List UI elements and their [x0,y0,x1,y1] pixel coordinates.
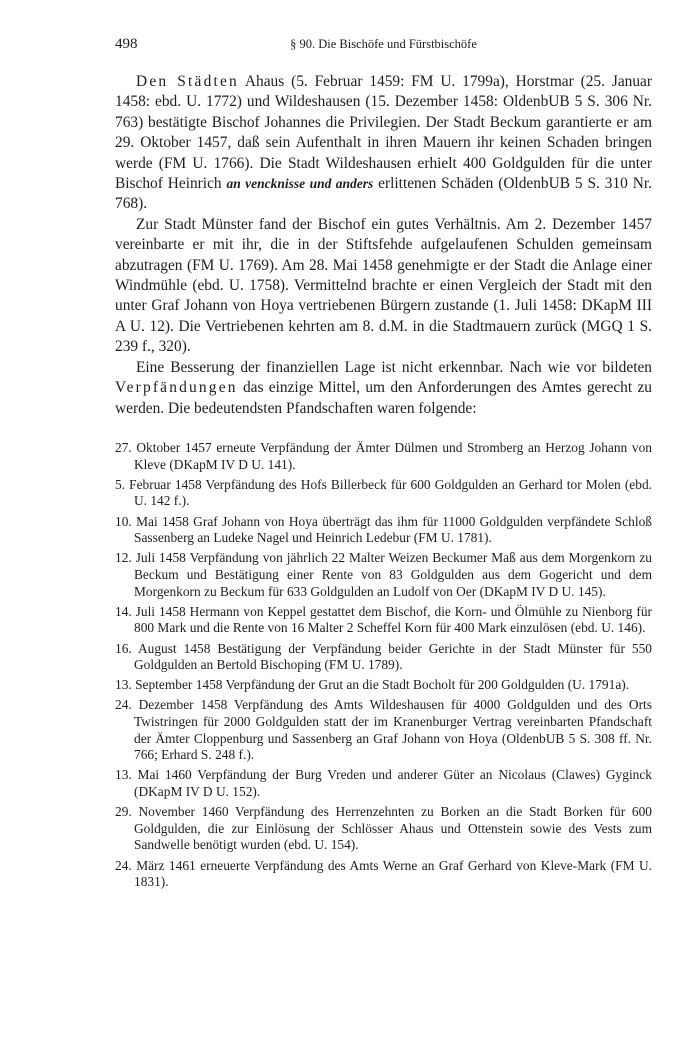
list-item: 14. Juli 1458 Hermann von Keppel gestattet dem Bischof, die Korn- und Ölmühle zu Nienborg für 800 Mark und die Rente von 16 Malter 2 Scheffel Korn für 400 Mark einzulösen (ebd. U. 146). [115,603,652,636]
paragraph-text: Ahaus (5. Februar 1459: FM U. 1799a), Horstmar (25. Januar 1458: ebd. U. 1772) und Wildeshausen (15. Dezember 1458: OldenbUB 5 S. 306 Nr. 763) bestätigte Bischof Johannes die Privilegien. Der Stadt Beckum garantierte er am 29. Oktober 1457, daß sein Aufenthalt in ihren Mauern ihr keinen Schaden bringen werde (FM U. 1766). Die Stadt Wildeshausen erhielt 400 Goldgulden für die unter Bischof Heinrich [115,73,652,193]
list-item: 13. Mai 1460 Verpfändung der Burg Vreden und anderer Güter an Nicolaus (Clawes) Gyginck (DKapM IV D U. 152). [115,767,652,800]
list-item: 10. Mai 1458 Graf Johann von Hoya überträgt das ihm für 11000 Goldgulden verpfändete Schloß Sassenberg an Ludeke Nagel und Heinrich Ledebur (FM U. 1781). [115,513,652,546]
list-item: 13. September 1458 Verpfändung der Grut an die Stadt Bocholt für 200 Goldgulden (U. 1791a). [115,677,630,693]
paragraph-3 [115,358,652,419]
gothic-quotation: an vencknisse und anders [226,176,374,192]
page-number: 498 [115,36,138,52]
paragraph-1 [115,72,652,215]
list-item: 27. Oktober 1457 erneute Verpfändung der Ämter Dülmen und Stromberg an Herzog Johann von Kleve (DKapM IV D U. 141). [115,440,652,472]
running-head: § 90. Die Bischöfe und Fürstbischöfe [290,37,477,51]
list-item: 5. Februar 1458 Verpfändung des Hofs Billerbeck für 600 Goldgulden an Gerhard tor Molen (ebd. U. 142 f.). [115,476,652,509]
list-item: 24. Dezember 1458 Verpfändung des Amts Wildeshausen für 4000 Goldgulden und des Orts Twistringen für 2000 Goldgulden statt der im Kranenburger Vertrag vereinbarten Pfandschaft der Ämter Cloppenburg und Sassenberg an Graf Johann von Hoya (OldenbUB 5 S. 308 ff. Nr. 766; Erhard S. 248 f.). [115,697,652,763]
paragraph-text: das einzige Mittel, um den Anforderungen des Amtes gerecht zu werden. Die bedeutendsten Pfandschaften waren folgende: [115,379,652,417]
body-text [115,72,652,419]
paragraph-text: Eine Besserung der finanziellen Lage ist nicht erkennbar. Nach wie vor bildeten [136,358,652,376]
list-item: 29. November 1460 Verpfändung des Herrenzehnten zu Borken an die Stadt Borken für 600 Goldgulden, die zur Einlösung der Schlösser Ahaus und Ottenstein sowie des Vests zum Sandwelle benötigt wurden (ebd. U. 154). [115,804,652,853]
list-item: 12. Juli 1458 Verpfändung von jährlich 22 Malter Weizen Beckumer Maß aus dem Morgenkorn zu Beckum und Bestätigung einer Rente von 83 Goldgulden aus dem Gogericht und dem Morgenkorn zu Beckum für 633 Goldgulden an Ludolf von Oer (DKapM IV D U. 145). [115,550,652,599]
page-header [115,36,652,56]
paragraph-text: Zur Stadt Münster fand der Bischof ein gutes Verhältnis. Am 2. Dezember 1457 vereinbarte er mit ihr, die in der Stiftsfehde aufgelaufenen Schulden gemeinsam abzutragen (FM U. 1769). Am 28. Mai 1458 genehmigte er der Stadt die Anlage einer Windmühle (ebd. U. 1758). Vermittelnd brachte er einen Vergleich der Stadt mit den unter Graf Johann von Hoya vertriebenen Bürgern zustande (1. Juli 1458: DKapM III A U. 12). Die Vertriebenen kehrten am 8. d.M. in die Stadtmauern zurück (MGQ 1 S. 239 f., 320). [115,215,652,356]
list-item: 24. März 1461 erneuerte Verpfändung des Amts Werne an Graf Gerhard von Kleve-Mark (FM U. 1831). [115,857,652,890]
spaced-emphasis: Verpfändungen [115,379,238,397]
paragraph-2 [115,215,652,358]
pledge-list [115,440,652,894]
spaced-emphasis: Den Städten [136,73,239,90]
paragraph-text: erlittenen Schäden (OldenbUB 5 S. 310 Nr. 768). [115,175,652,213]
list-item: 16. August 1458 Bestätigung der Verpfändung beider Gerichte in der Stadt Münster für 550 Goldgulden an Bertold Bischoping (FM U. 1789). [115,640,652,673]
